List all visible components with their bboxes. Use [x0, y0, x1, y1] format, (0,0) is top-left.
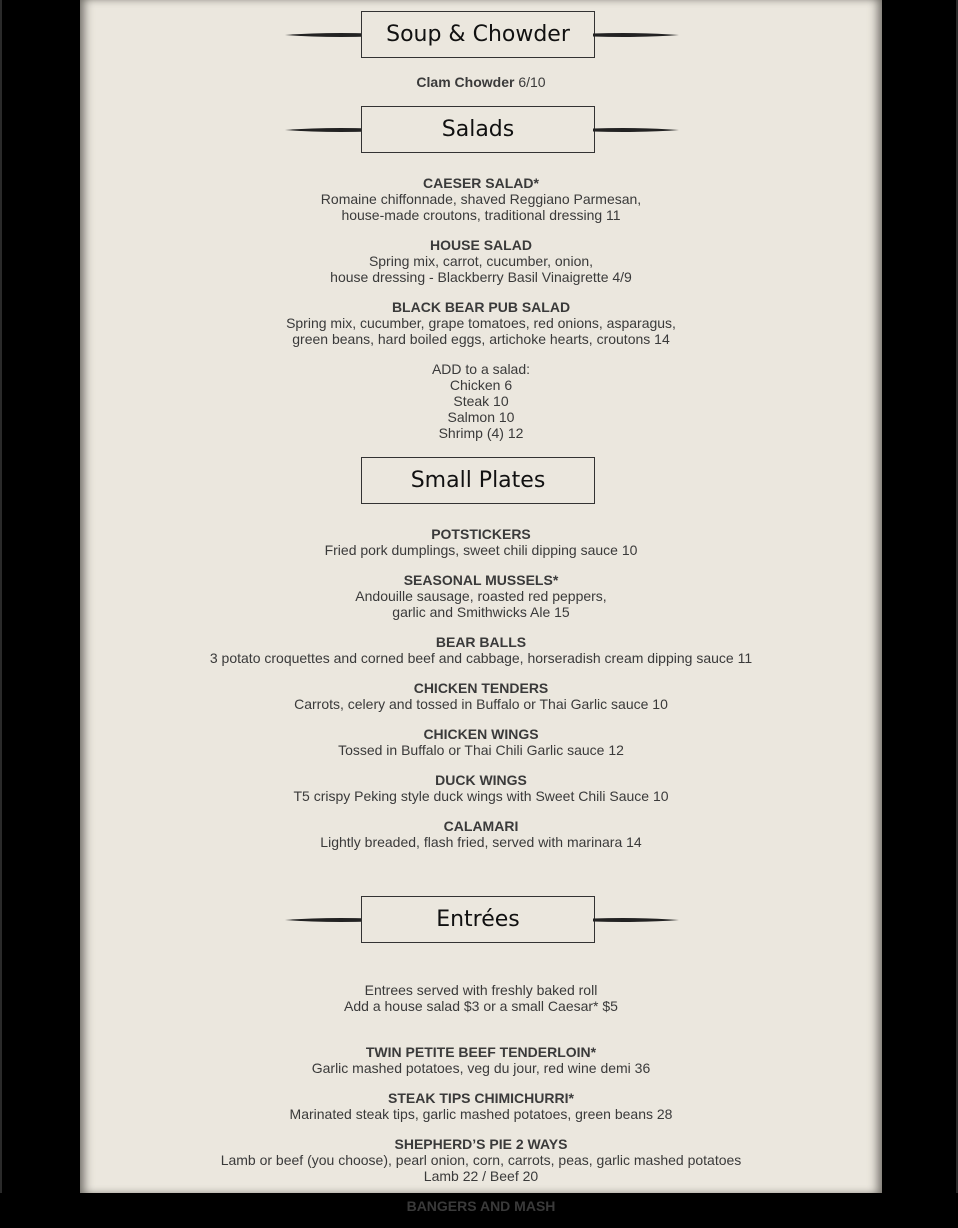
- flourish-left-icon: [285, 127, 371, 133]
- section-title-entrees: Entrées: [361, 896, 595, 943]
- item-description: Lamb or beef (you choose), pearl onion, corn, carrots, peas, garlic mashed potatoes: [220, 1152, 742, 1168]
- menu-item: [80, 1136, 882, 1184]
- add-on-item: Shrimp (4) 12: [438, 425, 524, 441]
- flourish-right-icon: [593, 127, 679, 133]
- menu-item: [80, 1090, 882, 1122]
- note-line: Entrees served with freshly baked roll: [364, 982, 598, 998]
- item-name: CHICKEN WINGS: [423, 726, 539, 742]
- item-name: TWIN PETITE BEEF TENDERLOIN*: [365, 1044, 597, 1060]
- menu-item: [80, 726, 882, 758]
- frame-left-edge: [0, 0, 2, 1193]
- add-on-item: Salmon 10: [447, 409, 515, 425]
- menu-item: [80, 237, 882, 285]
- item-description: Lightly breaded, flash fried, served with marinara 14: [320, 834, 642, 850]
- salad-add-ons: [80, 361, 882, 441]
- item-description: Spring mix, cucumber, grape tomatoes, red onions, asparagus,: [286, 315, 676, 331]
- item-name: BLACK BEAR PUB SALAD: [391, 299, 571, 315]
- item-description: 3 potato croquettes and corned beef and cabbage, horseradish cream dipping sauce 11: [209, 650, 753, 666]
- add-on-item: Chicken 6: [449, 377, 513, 393]
- item-description: Carrots, celery and tossed in Buffalo or Thai Garlic sauce 10: [294, 696, 668, 712]
- item-name: POTSTICKERS: [431, 526, 531, 542]
- section-header-small-plates: [80, 457, 882, 505]
- menu-item: [80, 772, 882, 804]
- item-description: Tossed in Buffalo or Thai Chili Garlic sauce 12: [338, 742, 624, 758]
- item-name: CALAMARI: [443, 818, 519, 834]
- menu-item: [80, 1198, 882, 1214]
- menu-item: [80, 175, 882, 223]
- menu-item: [80, 299, 882, 347]
- item-description: T5 crispy Peking style duck wings with Sweet Chili Sauce 10: [293, 788, 669, 804]
- flourish-left-icon: [285, 32, 371, 38]
- item-name: CAESER SALAD*: [423, 175, 539, 191]
- section-title-salads: Salads: [361, 106, 595, 153]
- entrees-note: [80, 982, 882, 1014]
- menu-page: [80, 0, 882, 1214]
- item-name: STEAK TIPS CHIMICHURRI*: [388, 1090, 574, 1106]
- item-name: SEASONAL MUSSELS*: [403, 572, 559, 588]
- menu-item: [80, 680, 882, 712]
- item-name: BEAR BALLS: [435, 634, 527, 650]
- item-description: Romaine chiffonnade, shaved Reggiano Parmesan,: [320, 191, 642, 207]
- section-title-soup: Soup & Chowder: [361, 11, 595, 58]
- flourish-right-icon: [593, 917, 679, 923]
- item-price: 6/10: [518, 74, 546, 90]
- menu-item: [80, 572, 882, 620]
- note-line: Add a house salad $3 or a small Caesar* $5: [344, 998, 618, 1014]
- item-name: HOUSE SALAD: [430, 237, 532, 253]
- menu-item-clam-chowder: [80, 74, 882, 90]
- item-description: house dressing - Blackberry Basil Vinaigrette 4/9: [330, 269, 632, 285]
- item-name: CHICKEN TENDERS: [413, 680, 549, 696]
- item-name: SHEPHERD’S PIE 2 WAYS: [394, 1136, 568, 1152]
- item-description: green beans, hard boiled eggs, artichoke hearts, croutons 14: [292, 331, 670, 347]
- section-title-small-plates: Small Plates: [361, 457, 595, 504]
- add-on-item: Steak 10: [453, 393, 509, 409]
- menu-item: [80, 526, 882, 558]
- section-header-soup: [80, 11, 882, 59]
- item-description: house-made croutons, traditional dressing 11: [341, 207, 621, 223]
- item-name: BANGERS AND MASH: [406, 1198, 556, 1214]
- item-description: Garlic mashed potatoes, veg du jour, red wine demi 36: [311, 1060, 651, 1076]
- menu-item: [80, 1044, 882, 1076]
- item-description: Marinated steak tips, garlic mashed potatoes, green beans 28: [289, 1106, 673, 1122]
- item-description: Fried pork dumplings, sweet chili dipping sauce 10: [324, 542, 638, 558]
- item-name: DUCK WINGS: [435, 772, 527, 788]
- item-name: Clam Chowder: [416, 74, 515, 90]
- flourish-left-icon: [285, 917, 371, 923]
- section-header-salads: [80, 106, 882, 154]
- menu-item: [80, 818, 882, 850]
- item-description: Andouille sausage, roasted red peppers,: [355, 588, 607, 604]
- menu-content: [80, 0, 882, 1228]
- menu-item: [80, 634, 882, 666]
- section-header-entrees: [80, 896, 882, 944]
- item-description: Lamb 22 / Beef 20: [423, 1168, 539, 1184]
- flourish-right-icon: [593, 32, 679, 38]
- item-description: Spring mix, carrot, cucumber, onion,: [368, 253, 594, 269]
- add-ons-title: ADD to a salad:: [431, 361, 531, 377]
- item-description: garlic and Smithwicks Ale 15: [392, 604, 570, 620]
